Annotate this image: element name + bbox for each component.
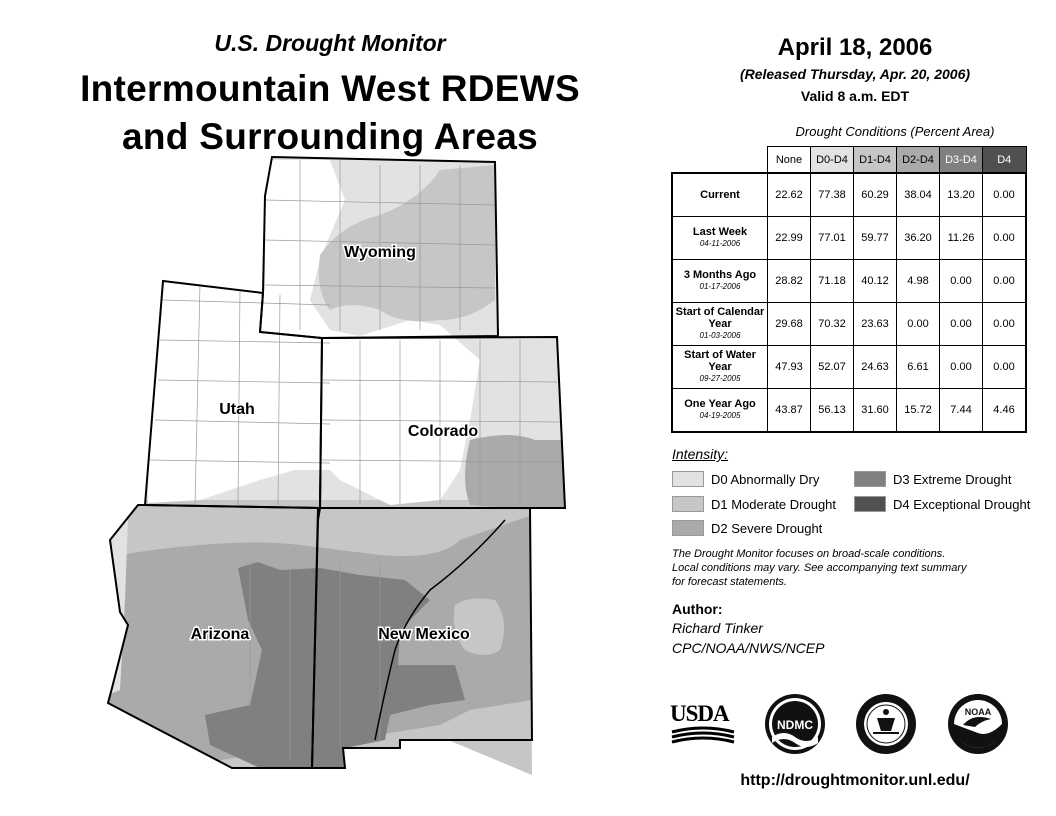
note-line: Local conditions may vary. See accompanying text summary [672, 562, 967, 574]
column-header: D0-D4 [811, 147, 854, 174]
table-cell: 0.00 [983, 260, 1027, 303]
column-header: D1-D4 [854, 147, 897, 174]
table-cell: 0.00 [897, 303, 940, 346]
table-cell: 36.20 [897, 217, 940, 260]
table-row [672, 260, 1026, 303]
usda-logo [670, 702, 736, 746]
table-row [672, 389, 1026, 433]
legend-swatch [854, 496, 886, 512]
table-cell: 60.29 [854, 173, 897, 217]
table-cell: 13.20 [940, 173, 983, 217]
state-label-arizona: Arizona [190, 626, 250, 643]
table-cell: 0.00 [940, 346, 983, 389]
table-cell: 52.07 [811, 346, 854, 389]
row-label: One Year Ago [684, 398, 756, 410]
legend-label: D1 Moderate Drought [711, 496, 837, 512]
legend-swatch [672, 496, 704, 512]
map-title-line1: Intermountain West RDEWS [80, 68, 580, 109]
row-header [672, 173, 768, 217]
ndmc-logo [764, 693, 826, 755]
author-name: Richard Tinker [672, 620, 763, 636]
legend-label: D3 Extreme Drought [893, 471, 1012, 487]
row-header [672, 303, 768, 346]
table-cell: 29.68 [768, 303, 811, 346]
table-cell: 77.38 [811, 173, 854, 217]
drought-areas [95, 150, 575, 780]
disclaimer-note [672, 547, 1032, 589]
table-header-row [672, 147, 1026, 174]
row-header [672, 217, 768, 260]
table-cell: 11.26 [940, 217, 983, 260]
table-cell: 31.60 [854, 389, 897, 433]
table-cell: 71.18 [811, 260, 854, 303]
commerce-seal-logo [855, 693, 917, 755]
author-org: CPC/NOAA/NWS/NCEP [672, 640, 825, 656]
map-subtitle: U.S. Drought Monitor [214, 30, 446, 56]
usda-swoosh-icon [670, 726, 736, 746]
note-line: for forecast statements. [672, 576, 787, 588]
column-header: None [768, 147, 811, 174]
table-cell: 59.77 [854, 217, 897, 260]
legend-title: Intensity: [672, 446, 729, 462]
table-cell: 0.00 [983, 217, 1027, 260]
table-cell: 0.00 [940, 260, 983, 303]
table-cell: 22.99 [768, 217, 811, 260]
table-cell: 23.63 [854, 303, 897, 346]
map-title-line2: and Surrounding Areas [121, 116, 539, 157]
table-cell: 56.13 [811, 389, 854, 433]
row-date: 01-03-2006 [699, 331, 741, 340]
table-cell: 4.46 [983, 389, 1027, 433]
release-date: (Released Thursday, Apr. 20, 2006) [739, 66, 971, 82]
table-cell: 6.61 [897, 346, 940, 389]
legend-label: D4 Exceptional Drought [893, 496, 1031, 512]
table-caption: Drought Conditions (Percent Area) [795, 124, 995, 139]
table-cell: 22.62 [768, 173, 811, 217]
row-date: 04-11-2006 [699, 239, 741, 248]
valid-time: Valid 8 a.m. EDT [800, 88, 910, 104]
row-label: Start of Water Year [684, 349, 756, 373]
column-header: D3-D4 [940, 147, 983, 174]
row-label: Current [700, 189, 740, 201]
legend-item-d1 [672, 496, 836, 512]
table-row [672, 303, 1026, 346]
table-corner [672, 147, 768, 174]
table-cell: 47.93 [768, 346, 811, 389]
table-cell: 0.00 [983, 346, 1027, 389]
table-cell: 77.01 [811, 217, 854, 260]
table-row [672, 173, 1026, 217]
state-label-wyoming: Wyoming [344, 244, 416, 261]
drought-conditions-table [671, 146, 1027, 433]
table-cell: 70.32 [811, 303, 854, 346]
table-cell: 24.63 [854, 346, 897, 389]
legend-label: D2 Severe Drought [711, 520, 823, 536]
row-label: Last Week [692, 226, 748, 238]
row-label: 3 Months Ago [683, 269, 757, 281]
table-cell: 43.87 [768, 389, 811, 433]
row-label: Start of Calendar Year [675, 306, 765, 330]
map-date: April 18, 2006 [777, 34, 933, 61]
column-header: D4 [983, 147, 1027, 174]
row-header [672, 260, 768, 303]
usda-logo-text: USDA [670, 701, 729, 726]
legend-swatch [854, 471, 886, 487]
table-cell: 15.72 [897, 389, 940, 433]
table-cell: 0.00 [940, 303, 983, 346]
table-cell: 40.12 [854, 260, 897, 303]
legend-swatch [672, 520, 704, 536]
row-date: 04-19-2005 [699, 411, 741, 420]
legend-swatch [672, 471, 704, 487]
column-header: D2-D4 [897, 147, 940, 174]
drought-map [95, 150, 575, 780]
state-label-new-mexico: New Mexico [378, 626, 470, 643]
table-row [672, 217, 1026, 260]
noaa-logo [947, 693, 1009, 755]
legend-item-d2 [672, 520, 822, 536]
noaa-logo-text: NOAA [964, 707, 992, 717]
table-cell: 28.82 [768, 260, 811, 303]
legend-item-d0 [672, 471, 819, 487]
table-cell: 4.98 [897, 260, 940, 303]
author-heading: Author: [672, 601, 723, 617]
table-cell: 0.00 [983, 303, 1027, 346]
table-cell: 0.00 [983, 173, 1027, 217]
row-header [672, 389, 768, 433]
legend-item-d3 [854, 471, 1012, 487]
table-row [672, 346, 1026, 389]
ndmc-logo-text: NDMC [777, 718, 813, 732]
table-cell: 38.04 [897, 173, 940, 217]
website-url[interactable]: http://droughtmonitor.unl.edu/ [740, 772, 970, 789]
row-header [672, 346, 768, 389]
table-cell: 7.44 [940, 389, 983, 433]
state-label-colorado: Colorado [407, 423, 479, 440]
row-date: 01-17-2006 [699, 282, 741, 291]
note-line: The Drought Monitor focuses on broad-scale conditions. [672, 548, 946, 560]
legend-label: D0 Abnormally Dry [711, 471, 820, 487]
legend-item-d4 [854, 496, 1030, 512]
row-date: 09-27-2005 [699, 374, 741, 383]
state-label-utah: Utah [219, 401, 255, 418]
